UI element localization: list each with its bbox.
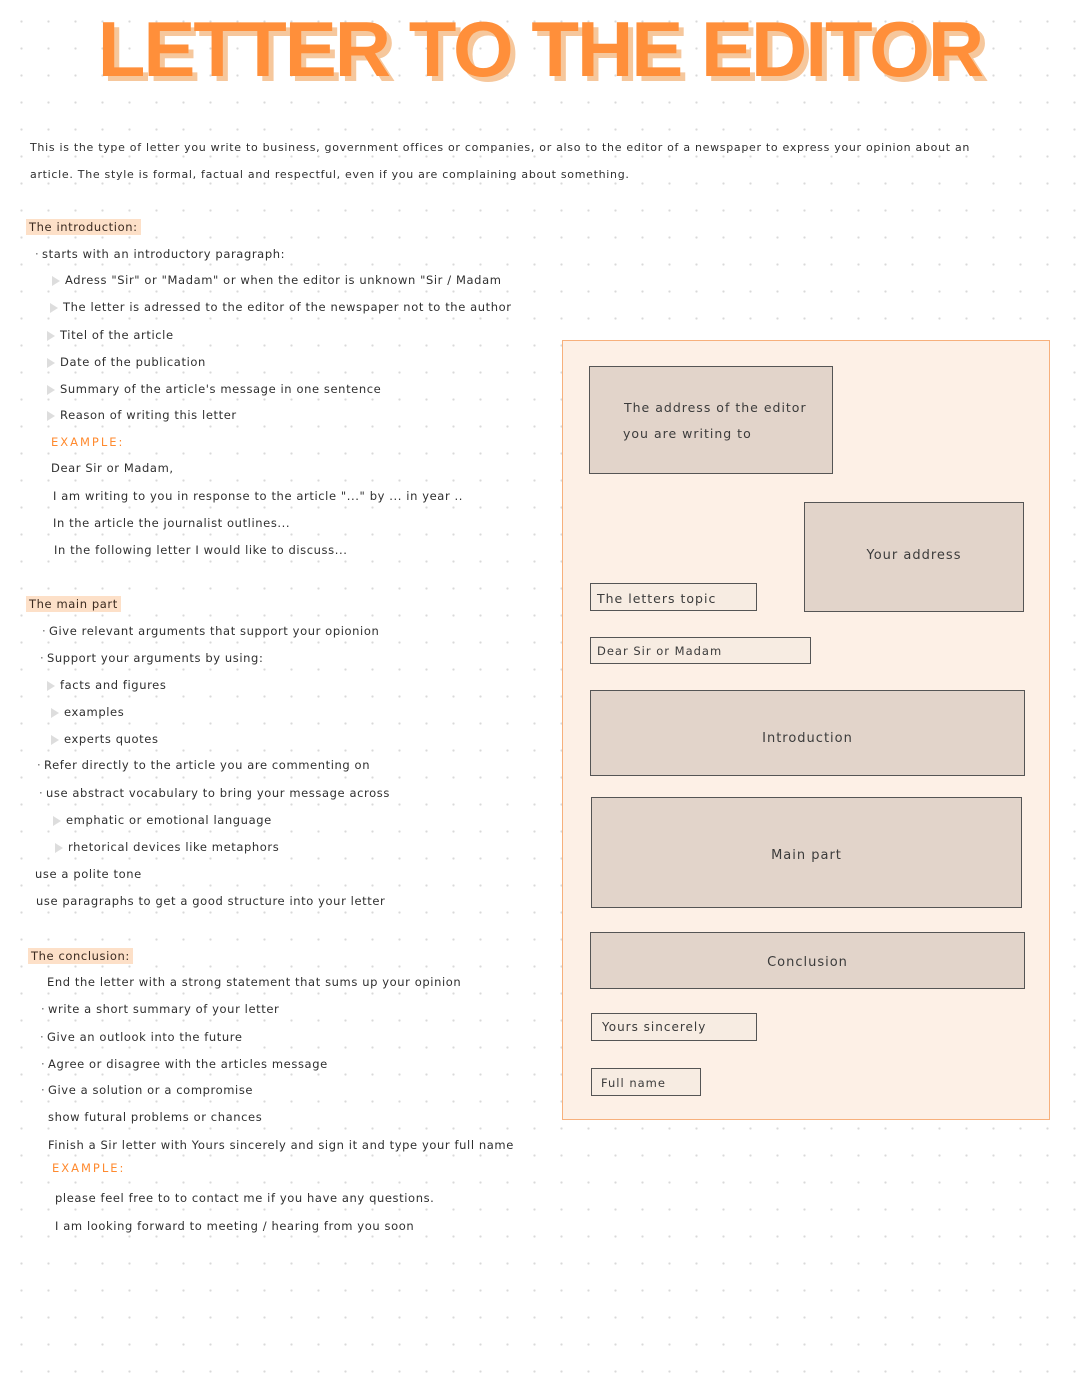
example-line: Dear Sir or Madam,	[51, 461, 174, 475]
editor-address-line-2: you are writing to	[623, 426, 752, 441]
list-item: show futural problems or chances	[48, 1110, 263, 1124]
main-part-heading: The main part	[26, 596, 121, 612]
list-item: · Give an outlook into the future	[47, 1030, 243, 1044]
list-item: · use abstract vocabulary to bring your message across	[46, 786, 390, 800]
list-item: The letter is adressed to the editor of the newspaper not to the author	[63, 300, 512, 314]
list-item: Finish a Sir letter with Yours sincerely and sign it and type your full name	[48, 1138, 514, 1152]
list-item: · write a short summary of your letter	[48, 1002, 279, 1016]
editor-address-box	[589, 366, 833, 474]
list-item: · Support your arguments by using:	[47, 651, 263, 665]
salutation-label: Dear Sir or Madam	[597, 644, 723, 658]
example-line: In the following letter I would like to discuss...	[54, 543, 348, 557]
list-item: · Refer directly to the article you are commenting on	[44, 758, 370, 772]
topic-box	[590, 583, 757, 611]
list-item: facts and figures	[60, 678, 167, 692]
list-item: · Give a solution or a compromise	[48, 1083, 253, 1097]
example-line: I am writing to you in response to the article "..." by ... in year ..	[53, 489, 464, 503]
your-address-label: Your address	[866, 548, 962, 563]
intro-line-1: This is the type of letter you write to business, government offices or companies, or also to the editor of a newspaper to express your opinion about an	[30, 141, 971, 154]
example-line: I am looking forward to meeting / hearing from you soon	[55, 1219, 415, 1233]
list-item: Date of the publication	[60, 355, 206, 369]
list-item: Reason of writing this letter	[60, 408, 237, 422]
conclusion-heading: The conclusion:	[28, 948, 133, 964]
topic-label: The letters topic	[597, 591, 717, 606]
salutation-box	[590, 637, 811, 664]
intro-line-2: article. The style is formal, factual and respectful, even if you are complaining about something.	[30, 168, 630, 181]
closing-label: Yours sincerely	[602, 1020, 707, 1034]
introduction-box	[590, 690, 1025, 776]
introduction-lead: · starts with an introductory paragraph:	[42, 247, 285, 261]
main-part-label: Main part	[771, 848, 842, 863]
example-label: EXAMPLE:	[51, 435, 125, 449]
list-item: End the letter with a strong statement that sums up your opinion	[47, 975, 462, 989]
example-label: EXAMPLE:	[52, 1161, 126, 1175]
list-item: Summary of the article's message in one sentence	[60, 382, 382, 396]
your-address-box	[804, 502, 1024, 612]
list-item: emphatic or emotional language	[66, 813, 272, 827]
main-part-box	[591, 797, 1022, 908]
example-line: please feel free to to contact me if you have any questions.	[55, 1191, 435, 1205]
full-name-box	[591, 1068, 701, 1096]
example-line: In the article the journalist outlines...	[53, 516, 291, 530]
list-item: use a polite tone	[35, 867, 142, 881]
conclusion-box	[590, 932, 1025, 989]
page-title: LETTER TO THE EDITOR	[97, 5, 983, 93]
introduction-label: Introduction	[762, 731, 853, 746]
list-item: examples	[64, 705, 125, 719]
introduction-heading: The introduction:	[26, 219, 141, 235]
full-name-label: Full name	[601, 1076, 666, 1090]
list-item: use paragraphs to get a good structure into your letter	[36, 894, 386, 908]
list-item: · Give relevant arguments that support your opionion	[49, 624, 379, 638]
list-item: · Agree or disagree with the articles message	[48, 1057, 328, 1071]
closing-box	[591, 1013, 757, 1041]
list-item: Adress "Sir" or "Madam" or when the editor is unknown "Sir / Madam	[65, 273, 502, 287]
list-item: rhetorical devices like metaphors	[68, 840, 280, 854]
list-item: Titel of the article	[60, 328, 174, 342]
list-item: experts quotes	[64, 732, 159, 746]
editor-address-line-1: The address of the editor	[624, 400, 807, 415]
conclusion-label: Conclusion	[767, 955, 848, 970]
